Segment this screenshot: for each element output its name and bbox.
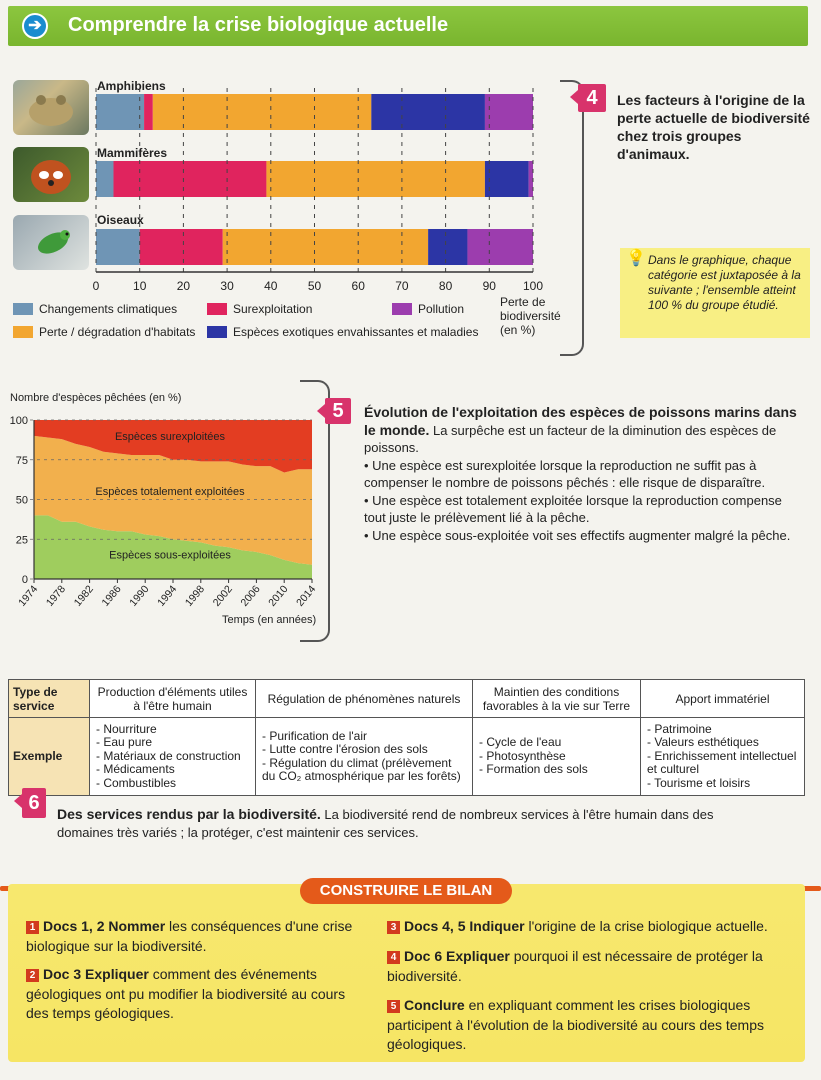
x-tick-label: 60: [351, 279, 365, 293]
legend-item: [207, 302, 312, 316]
question-verb: Indiquer: [469, 918, 525, 934]
x-tick-label: 20: [176, 279, 191, 293]
series-label-under: Espèces sous-exploitées: [109, 549, 231, 562]
x-tick-label: 2006: [238, 583, 263, 609]
bar-segment: [96, 161, 113, 197]
doc6-badge: 6: [22, 788, 46, 818]
arrow-right-icon: ➔: [22, 13, 48, 39]
doc5-intro: La surpêche est un facteur de la diminution des espèces de poissons.: [364, 422, 777, 455]
question-docs: Docs 1, 2: [43, 918, 105, 934]
question-number: 1: [26, 921, 39, 934]
question-verb: Conclure: [404, 997, 465, 1013]
legend-label: Pollution: [418, 302, 465, 316]
column-header: Apport immatériel: [641, 680, 805, 718]
y-tick-label: 0: [21, 574, 28, 586]
bar-segment: [153, 94, 372, 130]
question-verb: Expliquer: [85, 966, 149, 982]
legend-item: [13, 325, 195, 339]
question-number: 4: [387, 951, 400, 964]
bilan-question: [387, 947, 792, 986]
question-docs: Doc 6: [404, 948, 443, 964]
x-axis-label: Perte de biodiversité (en %): [500, 295, 561, 337]
doc5-bullet: • Une espèce est totalement exploitée lorsque la reproduction compense tout juste le prélèvement lié à la pêche.: [364, 492, 782, 525]
legend-swatch: [13, 303, 33, 315]
y-tick-label: 25: [15, 534, 28, 547]
y-tick-label: 75: [15, 454, 28, 467]
row-header-example: Exemple: [9, 718, 90, 796]
legend-item: [392, 302, 464, 316]
doc6-text: [57, 805, 757, 842]
x-tick-label: 100: [522, 279, 544, 293]
legend-label: Espèces exotiques envahissantes et maladies: [233, 325, 479, 339]
bar-segment: [467, 229, 533, 265]
table-header-row: [9, 680, 805, 718]
doc4-badge: 4: [578, 84, 606, 112]
bar-segment: [144, 94, 153, 130]
legend-item: [207, 325, 478, 339]
legend-swatch: [207, 326, 227, 338]
x-tick-label: 1998: [182, 583, 208, 609]
doc4-bracket: [560, 80, 584, 356]
legend-label: Perte / dégradation d'habitats: [39, 325, 196, 339]
table-row: [9, 718, 805, 796]
x-tick-label: 10: [133, 279, 147, 293]
table-cell: - Purification de l'air - Lutte contre l'érosion des sols - Régulation du climat (prélèvement du CO₂ atmosphérique par les forêts): [256, 718, 473, 796]
category-label: Oiseaux: [97, 213, 144, 227]
row-header-type: Type de service: [9, 680, 90, 718]
bar-segment: [371, 94, 485, 130]
doc5-title: Évolution de l'exploitation des espèces de poissons marins dans le monde.: [364, 404, 797, 438]
bar-segment: [96, 229, 140, 265]
x-tick-label: 50: [307, 279, 322, 293]
question-verb: Expliquer: [446, 948, 510, 964]
legend-swatch: [207, 303, 227, 315]
bilan-question: [387, 996, 792, 1055]
series-label-full: Espèces totalement exploitées: [95, 485, 245, 498]
bilan-title: CONSTRUIRE LE BILAN: [300, 878, 512, 904]
table-cell: - Patrimoine - Valeurs esthétiques - Enrichissement intellectuel et culturel - Tourisme et loisirs: [641, 718, 805, 796]
y-tick-label: 100: [9, 415, 28, 427]
x-axis-label: Temps (en années): [222, 614, 317, 626]
bar-segment: [223, 229, 428, 265]
question-docs: Docs 4, 5: [404, 918, 466, 934]
question-text: comment des événements géologiques ont pu modifier la biodiversité au cours des temps géologiques.: [26, 966, 346, 1021]
bar-segment: [96, 94, 144, 130]
x-tick-label: 40: [264, 279, 278, 293]
doc5-text: [364, 404, 804, 544]
legend-item: [13, 302, 177, 316]
question-text: l'origine de la crise biologique actuelle.: [524, 918, 768, 934]
x-tick-label: 1974: [16, 583, 41, 609]
table-cell: - Cycle de l'eau - Photosynthèse - Formation des sols: [473, 718, 641, 796]
y-tick-label: 50: [15, 494, 28, 507]
bilan-question: [26, 917, 356, 956]
x-tick-label: 1994: [155, 583, 180, 609]
table-cell: - Nourriture - Eau pure - Matériaux de construction - Médicaments - Combustibles: [90, 718, 256, 796]
bar-segment: [266, 161, 485, 197]
x-tick-label: 1978: [43, 583, 69, 609]
x-tick-label: 2010: [266, 583, 291, 609]
category-label: Mammifères: [97, 146, 168, 160]
x-tick-label: 0: [92, 279, 100, 293]
legend-swatch: [13, 326, 33, 338]
doc4-caption: Les facteurs à l'origine de la perte actuelle de biodiversité chez trois groupes d'animaux.: [617, 92, 810, 162]
question-text: en expliquant comment les crises biologiques participent à l'évolution de la biodiversité au cours des temps géologiques.: [387, 997, 764, 1052]
x-tick-label: 1990: [127, 583, 152, 609]
doc6-title: Des services rendus par la biodiversité.: [57, 806, 321, 822]
series-label-over: Espèces surexploitées: [114, 430, 226, 443]
x-tick-label: 90: [482, 279, 496, 293]
bar-segment: [485, 161, 529, 197]
column-header: Production d'éléments utiles à l'être humain: [90, 680, 256, 718]
x-tick-label: 2014: [294, 583, 319, 609]
bar-segment: [428, 229, 467, 265]
services-table: [8, 679, 805, 796]
page-title: Comprendre la crise biologique actuelle: [68, 14, 449, 36]
fish-exploitation-chart: [0, 385, 320, 630]
bar-segment: [529, 161, 533, 197]
column-header: Régulation de phénomènes naturels: [256, 680, 473, 718]
bilan-question: [26, 965, 356, 1024]
question-docs: Doc 3: [43, 966, 82, 982]
category-label: Amphibiens: [97, 79, 166, 93]
question-text: les conséquences d'une crise biologique sur la biodiversité.: [26, 918, 353, 954]
question-text: pourquoi il est nécessaire de protéger la biodiversité.: [387, 948, 763, 984]
question-number: 5: [387, 1000, 400, 1013]
x-tick-label: 80: [438, 279, 453, 293]
legend-label: Changements climatiques: [39, 302, 178, 316]
doc5-bullet: • Une espèce est surexploitée lorsque la reproduction ne suffit pas à compenser le nombre de poissons pêchés : elle risque de disparaître.: [364, 457, 766, 490]
y-axis-label: Nombre d'espèces pêchées (en %): [10, 392, 182, 404]
threat-bar-chart: [0, 0, 560, 300]
chart-note-text: Dans le graphique, chaque catégorie est juxtaposée à la suivante ; l'ensemble atteint 100 % du groupe étudié.: [648, 253, 801, 312]
lightbulb-icon: 💡: [626, 250, 646, 267]
x-tick-label: 1986: [99, 583, 124, 609]
question-verb: Nommer: [108, 918, 166, 934]
bilan-question: [387, 917, 792, 937]
doc5-bullet: • Une espèce sous-exploitée voit ses effectifs augmenter malgré la pêche.: [364, 527, 791, 543]
x-tick-label: 2002: [210, 583, 235, 609]
doc5-badge: 5: [325, 398, 351, 424]
question-number: 2: [26, 969, 39, 982]
x-tick-label: 1982: [71, 583, 96, 609]
question-number: 3: [387, 921, 400, 934]
column-header: Maintien des conditions favorables à la vie sur Terre: [473, 680, 641, 718]
x-tick-label: 70: [395, 279, 409, 293]
bar-segment: [485, 94, 533, 130]
x-tick-label: 30: [220, 279, 234, 293]
bar-segment: [140, 229, 223, 265]
chart-note: [620, 248, 810, 338]
bar-segment: [113, 161, 266, 197]
doc6-description: La biodiversité rend de nombreux services à l'être humain dans des domaines très variés ; la protéger, c'est maintenir ces services.: [57, 807, 714, 840]
legend-swatch: [392, 303, 412, 315]
legend-label: Surexploitation: [233, 302, 313, 316]
